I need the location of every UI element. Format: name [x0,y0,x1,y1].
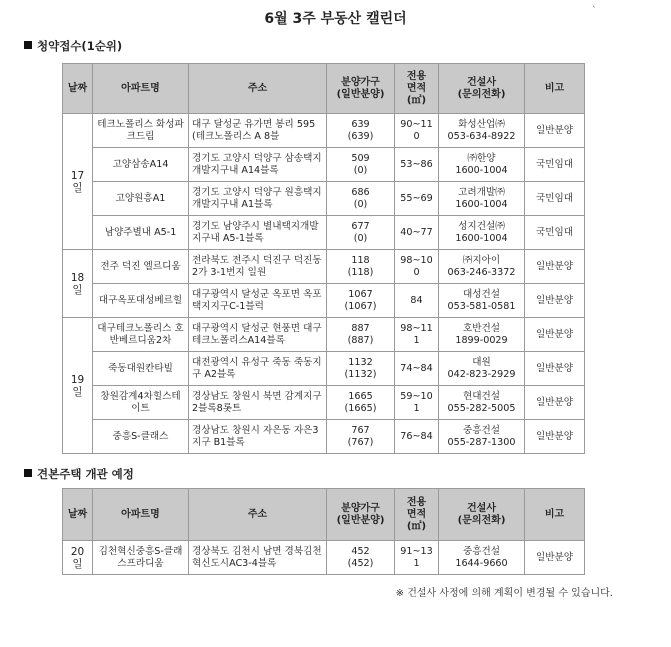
area-cell: 40~77 [395,216,439,250]
builder-cell: 호반건설 1899-0029 [439,318,525,352]
address-cell: 대구 달성군 유가면 봉리 595 (테크노폴리스 A 8블 [189,114,327,148]
table-header-row [63,64,585,114]
note-cell: 일반분양 [525,541,585,575]
apartment-name: 대구테크노폴리스 호반베르디움2차 [93,318,189,352]
area-cell: 53~86 [395,148,439,182]
table-row [63,284,585,318]
section-heading-text: 견본주택 개관 예정 [37,467,134,481]
supply-cell: 452 (452) [327,541,395,575]
section-heading-model-house [24,466,134,482]
area-cell: 76~84 [395,420,439,454]
header-note: 비고 [525,489,585,541]
area-cell: 84 [395,284,439,318]
header-date: 날짜 [63,64,93,114]
area-cell: 98~111 [395,318,439,352]
header-supply: 분양가구 (일반분양) [327,489,395,541]
area-cell: 98~100 [395,250,439,284]
apartment-name: 테크노폴리스 화성파크드림 [93,114,189,148]
table-row [63,386,585,420]
supply-cell: 118 (118) [327,250,395,284]
apartment-name: 대구옥포대성베르힐 [93,284,189,318]
apartment-name: 중흥S-클래스 [93,420,189,454]
builder-cell: ㈜한양 1600-1004 [439,148,525,182]
area-cell: 59~101 [395,386,439,420]
header-area: 전용 면적 (㎡) [395,489,439,541]
footnote: ※ 건설사 사정에 의해 계획이 변경될 수 있습니다. [395,588,613,599]
address-cell: 경기도 고양시 덕양구 원흥택지개발지구내 A1블록 [189,182,327,216]
supply-cell: 887 (887) [327,318,395,352]
supply-cell: 1132 (1132) [327,352,395,386]
date-cell: 18일 [63,250,93,318]
address-cell: 경상남도 창원시 북면 감계지구2블록8롯트 [189,386,327,420]
supply-cell: 686 (0) [327,182,395,216]
builder-cell: ㈜지아이 063-246-3372 [439,250,525,284]
apartment-name: 죽동대원칸타빌 [93,352,189,386]
header-apartment: 아파트명 [93,489,189,541]
page-title: 6월 3주 부동산 캘린더 [264,11,407,27]
date-cell: 20일 [63,541,93,575]
address-cell: 대구광역시 달성군 현풍면 대구테크노폴리스A14블록 [189,318,327,352]
table-row [63,352,585,386]
area-cell: 91~131 [395,541,439,575]
table-row [63,541,585,575]
note-cell: 일반분양 [525,284,585,318]
supply-cell: 639 (639) [327,114,395,148]
apartment-name: 고양원흥A1 [93,182,189,216]
address-cell: 대전광역시 유성구 죽동 죽동지구 A2블록 [189,352,327,386]
header-note: 비고 [525,64,585,114]
address-cell: 경기도 고양시 덕양구 삼송택지개발지구내 A14블록 [189,148,327,182]
note-cell: 국민임대 [525,182,585,216]
apartment-name: 남양주별내 A5-1 [93,216,189,250]
table-row [63,250,585,284]
table-row [63,216,585,250]
model-house-table [62,488,585,575]
builder-cell: 고려개발㈜ 1600-1004 [439,182,525,216]
address-cell: 대구광역시 달성군 옥포면 옥포택지지구C-1블럭 [189,284,327,318]
note-cell: 일반분양 [525,114,585,148]
builder-cell: 현대건설 055-282-5005 [439,386,525,420]
table-row [63,318,585,352]
apartment-name: 전주 덕진 엘르디움 [93,250,189,284]
header-builder: 건설사 (문의전화) [439,489,525,541]
header-area: 전용 면적 (㎡) [395,64,439,114]
area-cell: 90~110 [395,114,439,148]
header-date: 날짜 [63,489,93,541]
header-address: 주소 [189,64,327,114]
corner-mark: ` [592,6,597,16]
section-heading-subscription [24,38,122,54]
builder-cell: 화성산업㈜ 053-634-8922 [439,114,525,148]
table-row [63,182,585,216]
note-cell: 일반분양 [525,386,585,420]
address-cell: 경상남도 창원시 자은동 자은3지구 B1블록 [189,420,327,454]
supply-cell: 1067 (1067) [327,284,395,318]
note-cell: 일반분양 [525,250,585,284]
builder-cell: 대성건설 053-581-0581 [439,284,525,318]
date-cell: 19일 [63,318,93,454]
subscription-table [62,63,585,454]
supply-cell: 509 (0) [327,148,395,182]
builder-cell: 성지건설㈜ 1600-1004 [439,216,525,250]
table-row [63,114,585,148]
square-bullet-icon [24,469,32,477]
address-cell: 전라북도 전주시 덕진구 덕진동2가 3-1번지 일원 [189,250,327,284]
builder-cell: 중흥건설 055-287-1300 [439,420,525,454]
address-cell: 경상북도 김천시 남면 경북김천혁신도시AC3-4블록 [189,541,327,575]
address-cell: 경기도 남양주시 별내택지개발지구내 A5-1블록 [189,216,327,250]
area-cell: 55~69 [395,182,439,216]
square-bullet-icon [24,41,32,49]
section-heading-text: 청약접수(1순위) [37,39,123,53]
header-apartment: 아파트명 [93,64,189,114]
supply-cell: 767 (767) [327,420,395,454]
header-supply: 분양가구 (일반분양) [327,64,395,114]
supply-cell: 1665 (1665) [327,386,395,420]
note-cell: 일반분양 [525,420,585,454]
note-cell: 일반분양 [525,318,585,352]
table-row [63,420,585,454]
builder-cell: 대원 042-823-2929 [439,352,525,386]
note-cell: 국민임대 [525,148,585,182]
note-cell: 국민임대 [525,216,585,250]
table-row [63,148,585,182]
apartment-name: 김천혁신중흥S-클래스프라디움 [93,541,189,575]
supply-cell: 677 (0) [327,216,395,250]
apartment-name: 창원감계4차힐스테이트 [93,386,189,420]
builder-cell: 중흥건설 1644-9660 [439,541,525,575]
header-builder: 건설사 (문의전화) [439,64,525,114]
apartment-name: 고양삼송A14 [93,148,189,182]
table-header-row [63,489,585,541]
date-cell: 17일 [63,114,93,250]
area-cell: 74~84 [395,352,439,386]
note-cell: 일반분양 [525,352,585,386]
header-address: 주소 [189,489,327,541]
